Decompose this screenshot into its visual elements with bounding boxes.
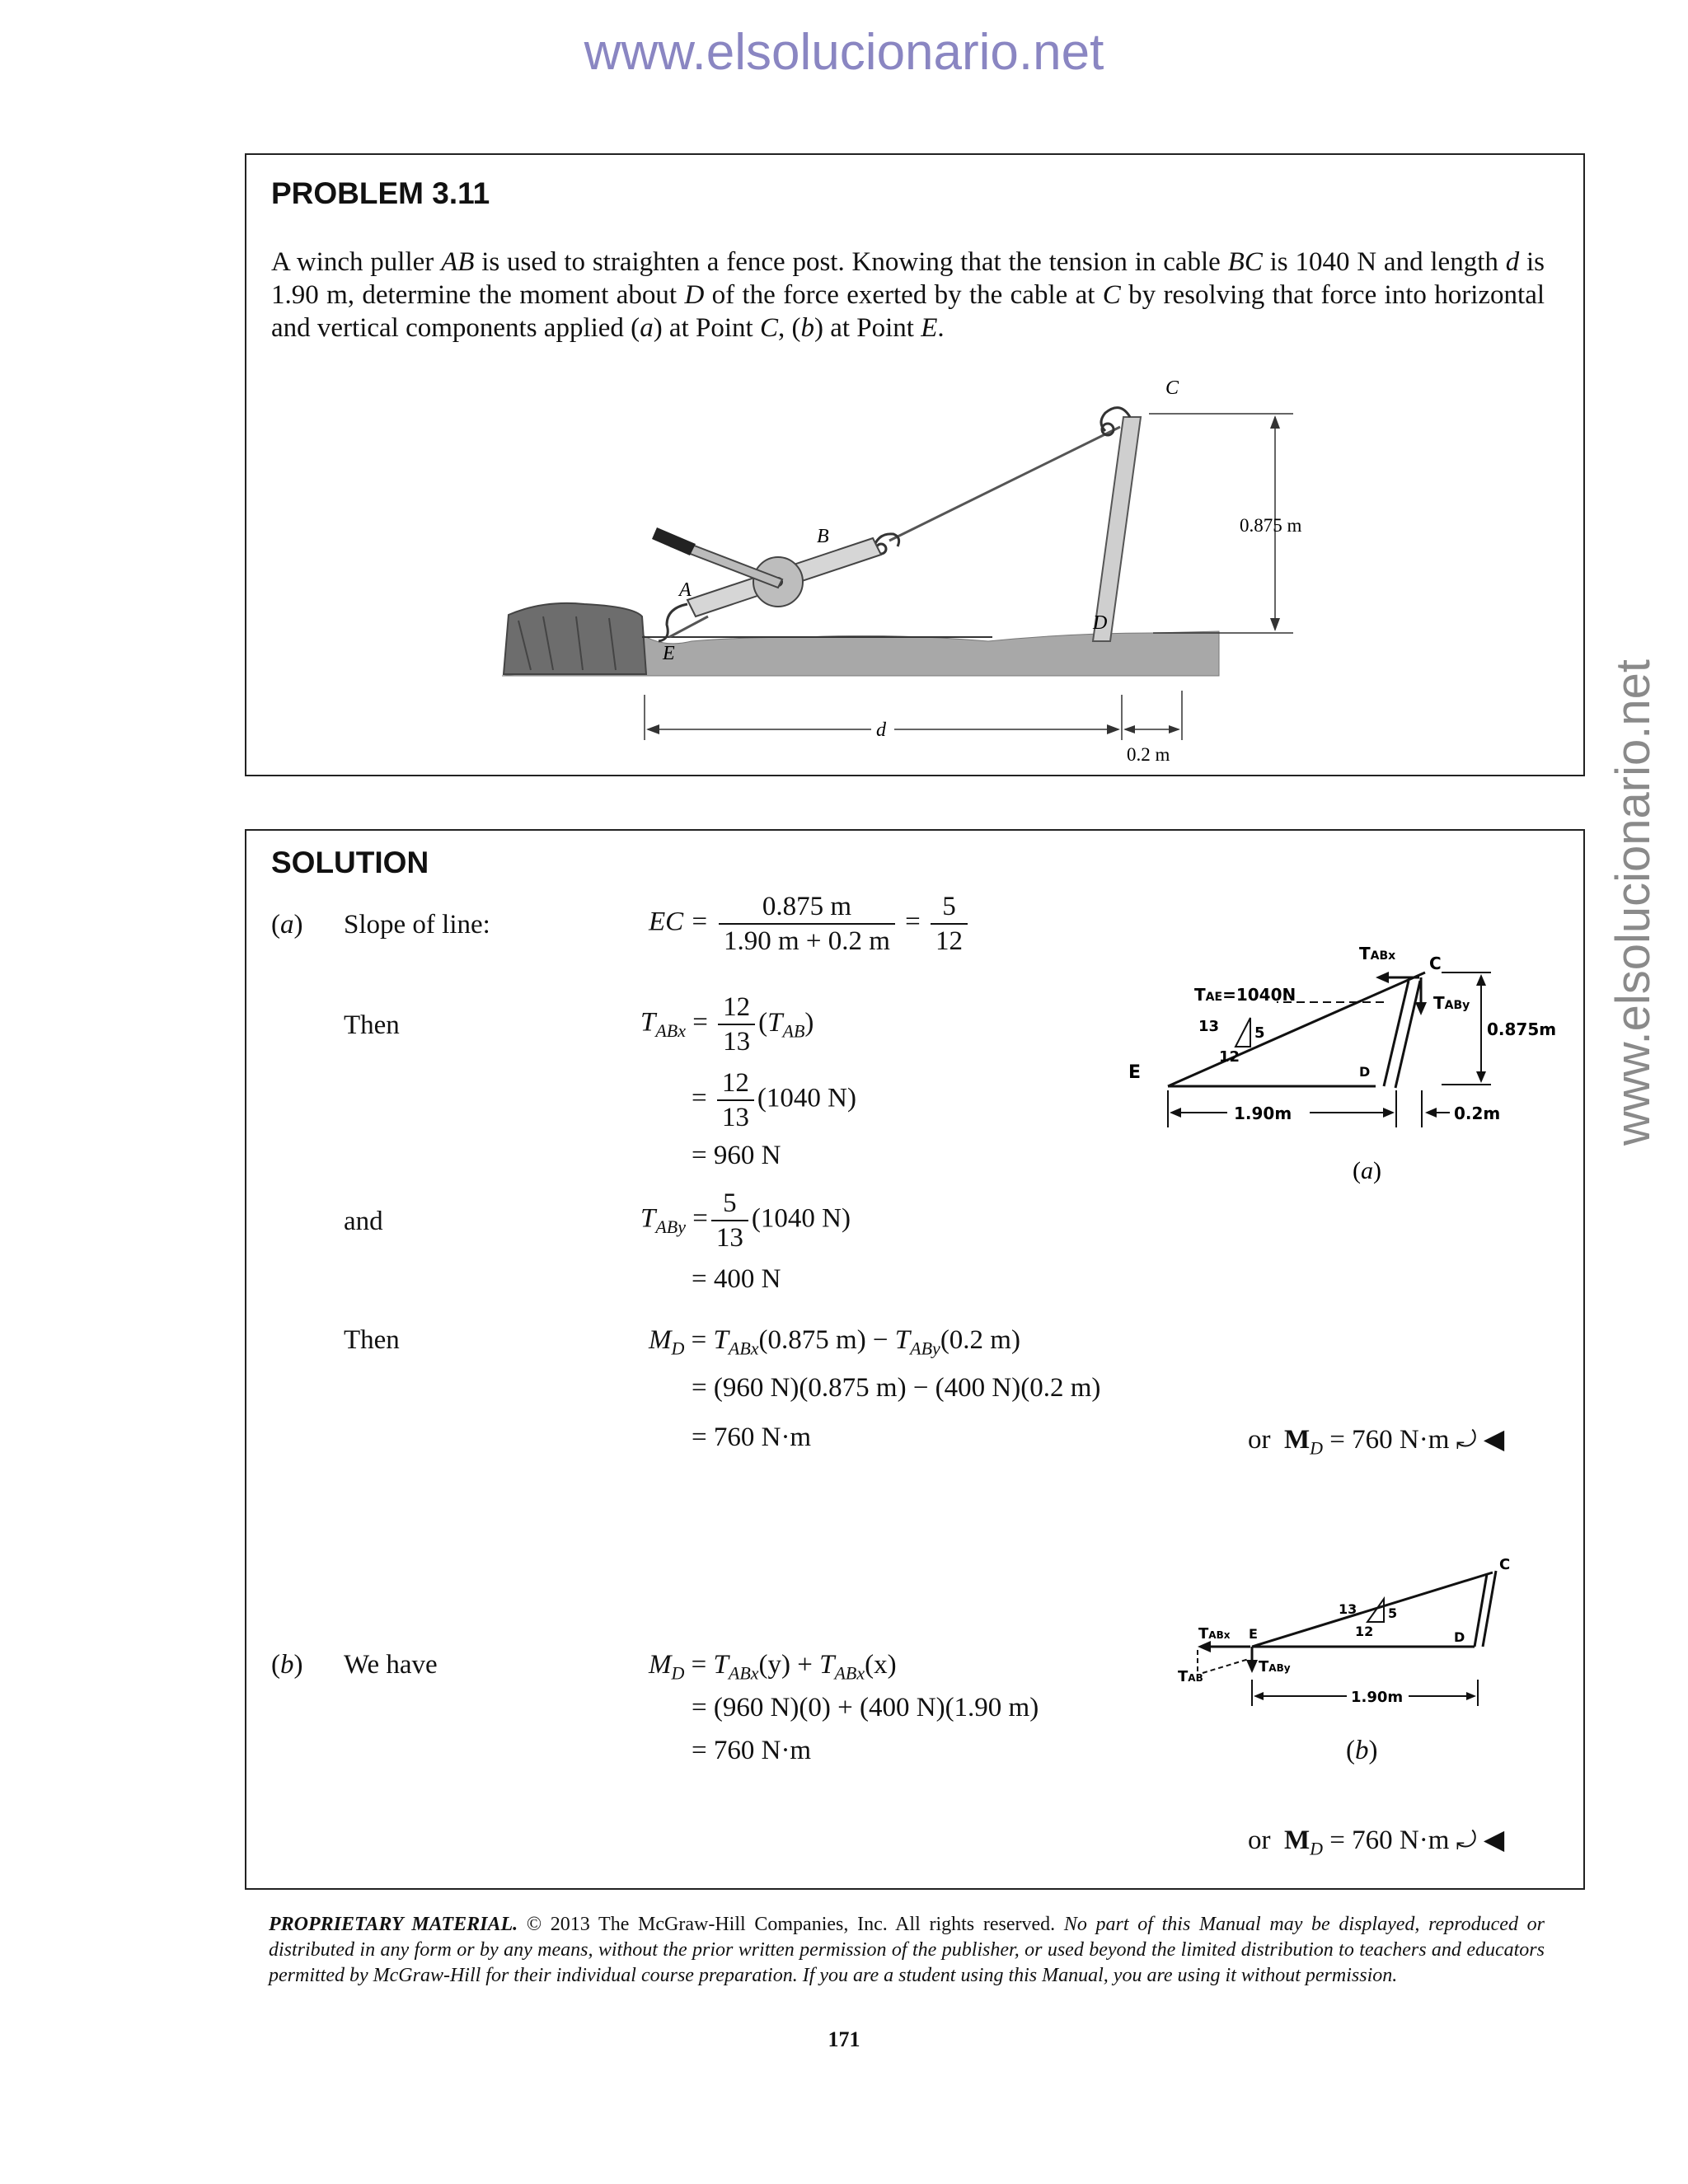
fig-b-C: C bbox=[1499, 1556, 1511, 1573]
md-eq-b2: = (960 N)(0) + (400 N)(1.90 m) bbox=[692, 1693, 1039, 1722]
md-eq-a1: $M_D = T_{ABx}(0.875$ $m) - T_{ABy}(0.2$ m) bbox=[649, 1325, 1020, 1359]
tabx-eq1: $T_{ABx}$ = $\frac{12}{13}$ $(T_{AB})$ bbox=[640, 992, 814, 1057]
solution-box bbox=[245, 829, 1585, 1890]
fig-b-tab: TAB bbox=[1178, 1668, 1203, 1685]
then2-label: Then bbox=[344, 1325, 400, 1355]
fig-a-caption: (a) bbox=[1353, 1157, 1381, 1184]
label-02: 0.2 m bbox=[1127, 744, 1170, 765]
part-b-tag: (b) bbox=[271, 1650, 303, 1680]
md-result-a: = 760 N·m bbox=[692, 1422, 812, 1452]
problem-statement: A winch puller AB is used to straighten a fence post. Knowing that the tension in cable BC is 1040 N and length d is 1.90 m, determine the moment about D of the force exerted by the cable at C by resolving that force into horizontal and vertical components applied (a) at Point C, (b) at Point E. bbox=[271, 247, 1545, 343]
fig-b-len: 1.90m bbox=[1351, 1689, 1404, 1706]
fig-a-h: 0.875m bbox=[1487, 1019, 1557, 1039]
problem-heading: PROBLEM 3.11 bbox=[271, 176, 490, 210]
fig-b-tri12: 12 bbox=[1355, 1624, 1374, 1639]
winch-figure bbox=[246, 155, 1583, 775]
fig-b-tri13: 13 bbox=[1339, 1601, 1357, 1617]
label-E: E bbox=[663, 643, 675, 664]
and-label: and bbox=[344, 1207, 383, 1236]
md-result-b: = 760 N·m bbox=[692, 1736, 812, 1765]
fig-b-E: E bbox=[1249, 1626, 1258, 1642]
solution-heading: SOLUTION bbox=[271, 846, 429, 879]
copyright-footer: PROPRIETARY MATERIAL. © 2013 The McGraw-Hill Companies, Inc. All rights reserved. No part of this Manual may be displayed, reproduced or distributed in any form or by any means, without the prior written permission of the publisher, or used beyond the limited distribution to teachers and educators permitted by McGraw-Hill for their individual course preparation. If you are a student using this Manual, you are using it without permission. bbox=[269, 1914, 1545, 1986]
fig-b-taby: TABy bbox=[1259, 1658, 1291, 1675]
page-number: 171 bbox=[828, 2027, 860, 2051]
fig-a-len: 1.90m bbox=[1234, 1104, 1292, 1123]
md-eq-b1: $M_D = T_{ABx}(y) + T_{ABx}(x)$ bbox=[649, 1650, 897, 1684]
ec-equation: EC = $\frac{0.875 m}{1.90 m + 0.2 m}$ = $\frac{5}{12}$ bbox=[649, 890, 971, 958]
we-have-label: We have bbox=[344, 1650, 438, 1680]
cable-ae bbox=[669, 616, 708, 637]
answer-b: or $M_D = 760$ N·m ⤾ ◀ bbox=[1248, 1823, 1505, 1859]
fig-a-tabx: TABx bbox=[1359, 944, 1396, 963]
free-body-diagram-b bbox=[1170, 1490, 1582, 1737]
fig-b-D: D bbox=[1454, 1629, 1465, 1645]
fig-b-tabx: TABx bbox=[1198, 1625, 1231, 1643]
part-a-tag: (a) bbox=[271, 910, 303, 940]
label-D: D bbox=[1093, 612, 1108, 634]
fig-b-caption: (b) bbox=[1346, 1736, 1378, 1765]
slope-label: Slope of line: bbox=[344, 910, 490, 940]
taby-result: = 400 N bbox=[692, 1264, 781, 1294]
fig-a-tae: TAE=1040N bbox=[1194, 985, 1296, 1005]
problem-box bbox=[245, 153, 1585, 776]
label-B: B bbox=[817, 526, 829, 547]
watermark-top[interactable]: www.elsolucionario.net bbox=[584, 24, 1104, 81]
answer-a: or $M_D = 760$ N·m ⤾ ◀ bbox=[1248, 1422, 1505, 1459]
tabx-result: = 960 N bbox=[692, 1141, 781, 1170]
fig-a-E: E bbox=[1128, 1062, 1142, 1083]
md-eq-a2: = (960 N)(0.875 m) − (400 N)(0.2 m) bbox=[692, 1373, 1101, 1403]
fig-a-C: C bbox=[1429, 954, 1442, 973]
taby-eq: $T_{ABy}$ = $\frac{5}{13}$ (1040 N) bbox=[640, 1188, 851, 1253]
fig-b-tri5: 5 bbox=[1388, 1605, 1398, 1621]
fig-a-tri13: 13 bbox=[1198, 1018, 1220, 1035]
stump bbox=[504, 603, 646, 674]
fence-post bbox=[1093, 417, 1141, 641]
label-0875: 0.875 m bbox=[1240, 515, 1302, 536]
tabx-eq2: = $\frac{12}{13}$ (1040 N) bbox=[692, 1068, 856, 1132]
fig-a-small: 0.2m bbox=[1454, 1104, 1501, 1123]
cable-bc bbox=[889, 427, 1120, 541]
label-d: d bbox=[876, 719, 886, 741]
fig-a-tri5: 5 bbox=[1254, 1024, 1265, 1042]
fig-a-tri12: 12 bbox=[1219, 1048, 1240, 1066]
fig-a-D: D bbox=[1359, 1064, 1371, 1080]
label-A: A bbox=[679, 579, 692, 601]
then-label: Then bbox=[344, 1010, 400, 1040]
fig-a-taby: TABy bbox=[1433, 993, 1470, 1013]
watermark-side: www.elsolucionario.net bbox=[1606, 659, 1660, 1146]
free-body-diagram-a bbox=[1112, 930, 1573, 1210]
label-C: C bbox=[1165, 377, 1179, 399]
